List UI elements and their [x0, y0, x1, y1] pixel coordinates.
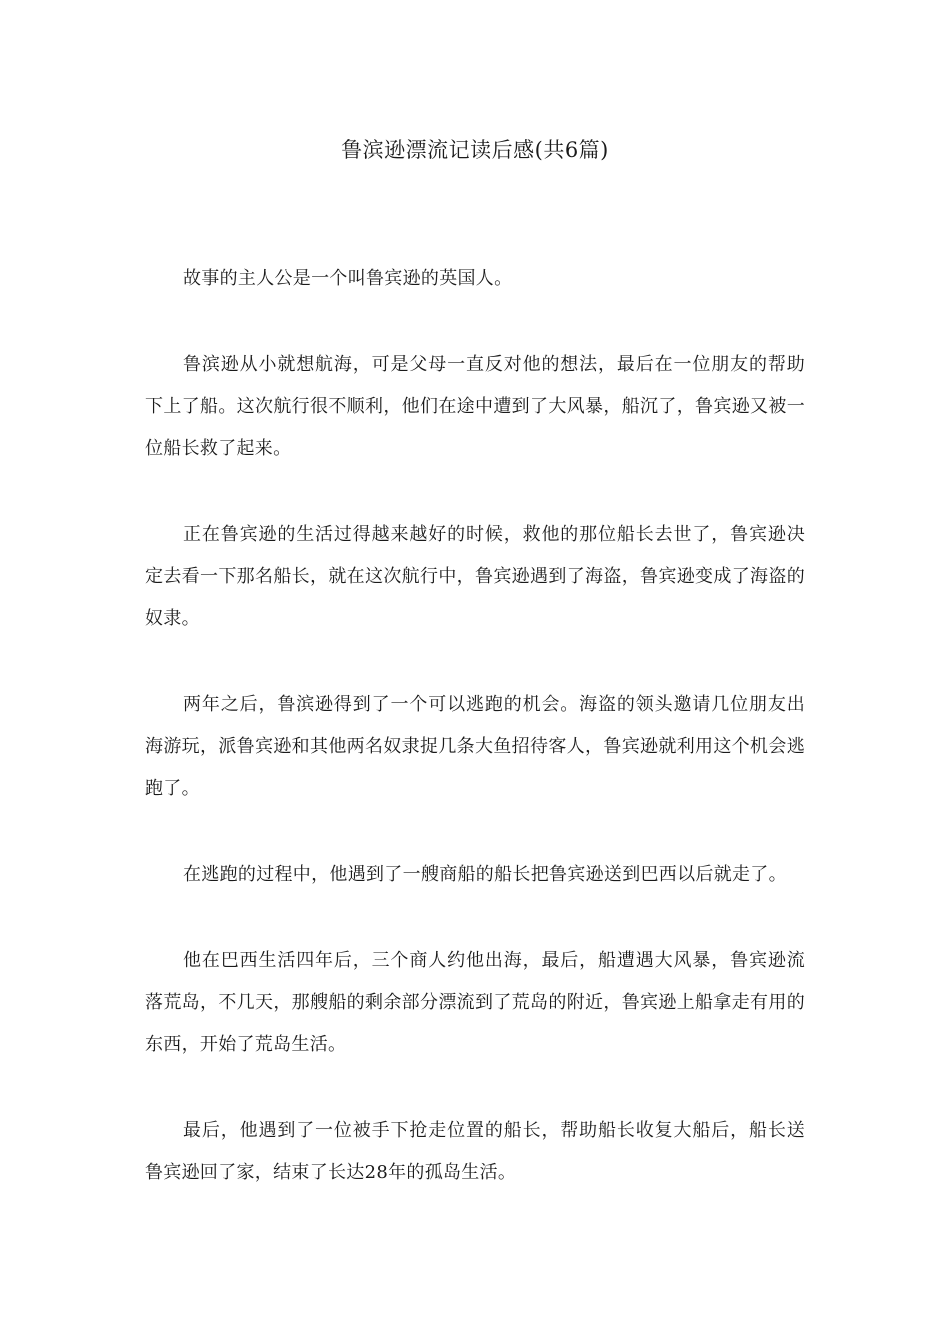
paragraph-4: 两年之后，鲁滨逊得到了一个可以逃跑的机会。海盗的领头邀请几位朋友出海游玩，派鲁宾逊和其他两名奴隶捉几条大鱼招待客人，鲁宾逊就利用这个机会逃跑了。 — [145, 694, 805, 799]
paragraph-2: 鲁滨逊从小就想航海，可是父母一直反对他的想法，最后在一位朋友的帮助下上了船。这次航行很不顺利，他们在途中遭到了大风暴，船沉了，鲁宾逊又被一位船长救了起来。 — [145, 354, 805, 459]
paragraph-1: 故事的主人公是一个叫鲁宾逊的英国人。 — [183, 268, 513, 289]
paragraph-3: 正在鲁宾逊的生活过得越来越好的时候，救他的那位船长去世了，鲁宾逊决定去看一下那名船长，就在这次航行中，鲁宾逊遇到了海盗，鲁宾逊变成了海盗的奴隶。 — [145, 524, 805, 629]
paragraph-6: 他在巴西生活四年后，三个商人约他出海，最后，船遭遇大风暴，鲁宾逊流落荒岛，不几天，那艘船的剩余部分漂流到了荒岛的附近，鲁宾逊上船拿走有用的东西，开始了荒岛生活。 — [145, 950, 805, 1055]
paragraph-5: 在逃跑的过程中，他遇到了一艘商船的船长把鲁宾逊送到巴西以后就走了。 — [183, 864, 787, 885]
document-title: 鲁滨逊漂流记读后感(共6篇) — [341, 138, 609, 162]
document-body — [145, 258, 805, 1238]
paragraph-7: 最后，他遇到了一位被手下抢走位置的船长，帮助船长收复大船后，船长送鲁宾逊回了家，结束了长达28年的孤岛生活。 — [145, 1120, 805, 1183]
